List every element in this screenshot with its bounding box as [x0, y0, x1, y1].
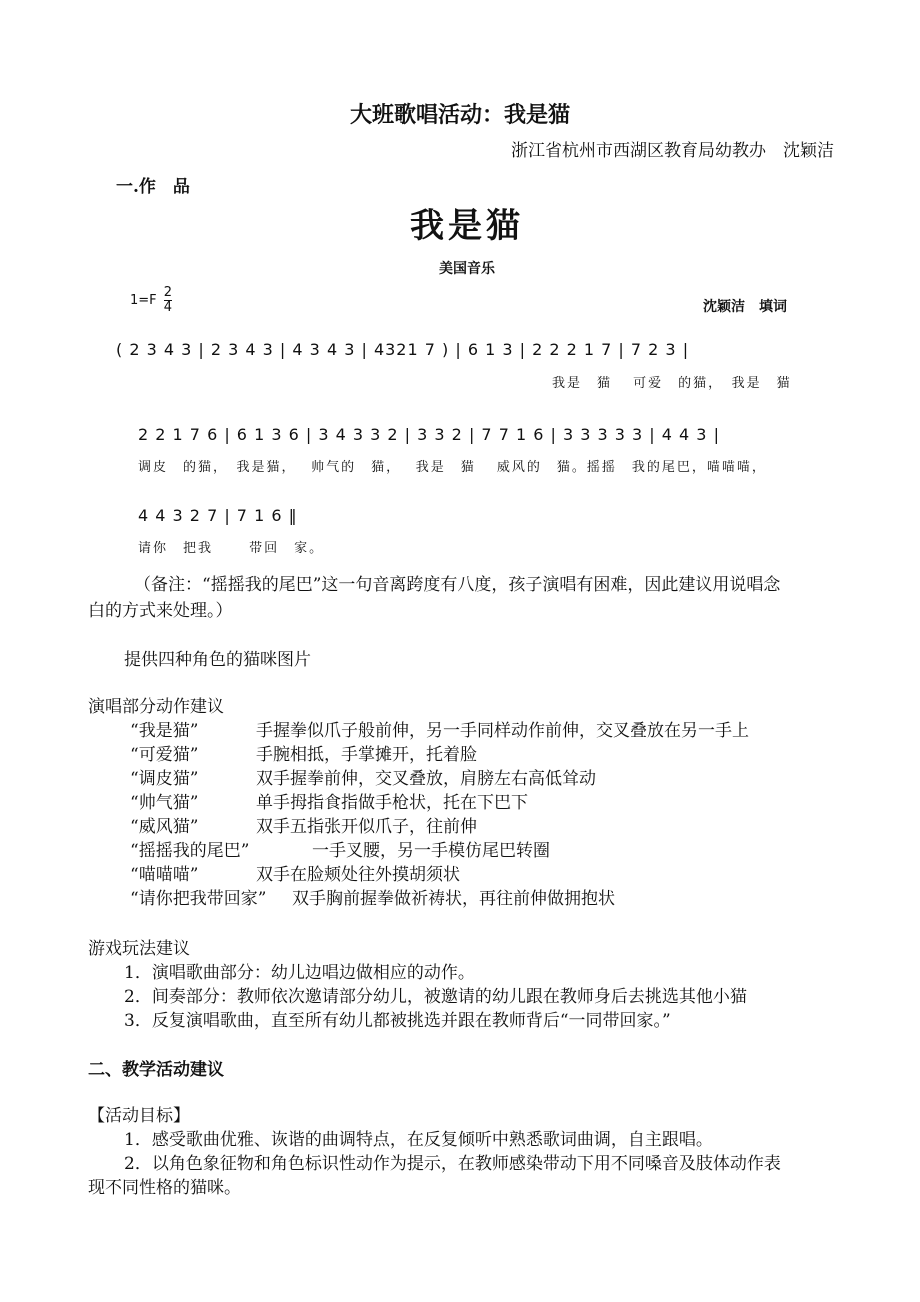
action-desc-1: 手握拳似爪子般前伸，另一手同样动作前伸，交叉叠放在另一手上 — [256, 721, 749, 741]
goal-item-2-line-2: 现不同性格的猫咪。 — [88, 1178, 241, 1198]
song-title: 我是猫 — [410, 206, 524, 246]
note-line-1: （备注：“摇摇我的尾巴”这一句音离跨度有八度，孩子演唱有困难，因此建议用说唱念 — [134, 575, 781, 595]
action-phrase-3: “调皮猫” — [130, 769, 199, 789]
games-heading: 游戏玩法建议 — [88, 939, 190, 959]
game-item-2: 2．间奏部分：教师依次邀请部分幼儿，被邀请的幼儿跟在教师身后去挑选其他小猫 — [124, 987, 747, 1007]
score-row-2: 2 2 1 7 6 | 6 1 3 6 | 3 4 3 3 2 | 3 3 2 | 7 7 1 6 | 3 3 3 3 3 | 4 4 3 | — [138, 425, 720, 444]
note-line-2: 白的方式来处理。） — [88, 601, 233, 621]
key-label: 1=F — [130, 293, 157, 308]
action-desc-4: 单手拇指食指做手枪状，托在下巴下 — [256, 793, 528, 813]
goal-item-1: 1．感受歌曲优雅、诙谐的曲调特点，在反复倾听中熟悉歌词曲调，自主跟唱。 — [124, 1130, 713, 1150]
action-phrase-1: “我是猫” — [130, 721, 199, 741]
goal-item-2-line-1: 2．以角色象征物和角色标识性动作为提示，在教师感染带动下用不同嗓音及肢体动作表 — [124, 1154, 781, 1174]
lyrics-row-1: 我是 猫 可爱 的猫， 我是 猫 — [552, 376, 792, 391]
score-row-1: ( 2 3 4 3 | 2 3 4 3 | 4 3 4 3 | 4321 7 ) | 6 1 3 | 2 2 2 1 7 | 7 2 3 | — [116, 340, 690, 359]
page-title: 大班歌唱活动：我是猫 — [349, 102, 570, 128]
score-row-3: 4 4 3 2 7 | 7 1 6 ‖ — [138, 506, 298, 525]
action-desc-2: 手腕相抵，手掌摊开，托着脸 — [256, 745, 477, 765]
action-phrase-2: “可爱猫” — [130, 745, 199, 765]
action-desc-7: 双手在脸颊处往外摸胡须状 — [256, 865, 460, 885]
goals-heading: 【活动目标】 — [88, 1106, 190, 1126]
action-desc-6: 一手叉腰，另一手模仿尾巴转圈 — [312, 841, 550, 861]
key-signature — [130, 286, 172, 315]
game-item-1: 1．演唱歌曲部分：幼儿边唱边做相应的动作。 — [124, 963, 475, 983]
song-origin: 美国音乐 — [439, 261, 495, 277]
lyrics-row-2: 调皮 的猫， 我是猫， 帅气的 猫， 我是 猫 威风的 猫。摇摇 我的尾巴，喵喵喵， — [138, 460, 767, 475]
author-line: 浙江省杭州市西湖区教育局幼教办 沈颖洁 — [511, 141, 834, 161]
section-heading-teaching: 二、教学活动建议 — [88, 1060, 224, 1080]
action-phrase-7: “喵喵喵” — [130, 865, 199, 885]
section-heading-works: 一.作 品 — [116, 177, 190, 197]
action-desc-3: 双手握拳前伸，交叉叠放，肩膀左右高低耸动 — [256, 769, 596, 789]
action-phrase-4: “帅气猫” — [130, 793, 199, 813]
action-phrase-6: “摇摇我的尾巴” — [130, 841, 250, 861]
actions-heading: 演唱部分动作建议 — [88, 697, 224, 717]
lyrics-row-3: 请你 把我 带回 家。 — [138, 541, 325, 556]
action-phrase-8: “请你把我带回家” — [130, 889, 267, 909]
time-signature — [164, 286, 172, 315]
lyricist: 沈颖洁 填词 — [703, 299, 787, 315]
action-desc-5: 双手五指张开似爪子，往前伸 — [256, 817, 477, 837]
time-numerator: 2 — [163, 285, 173, 300]
time-denominator: 4 — [163, 300, 173, 315]
action-phrase-5: “威风猫” — [130, 817, 199, 837]
pictures-note: 提供四种角色的猫咪图片 — [124, 650, 311, 670]
game-item-3: 3．反复演唱歌曲，直至所有幼儿都被挑选并跟在教师背后“一同带回家。” — [124, 1011, 671, 1031]
action-desc-8: 双手胸前握拳做祈祷状，再往前伸做拥抱状 — [292, 889, 615, 909]
